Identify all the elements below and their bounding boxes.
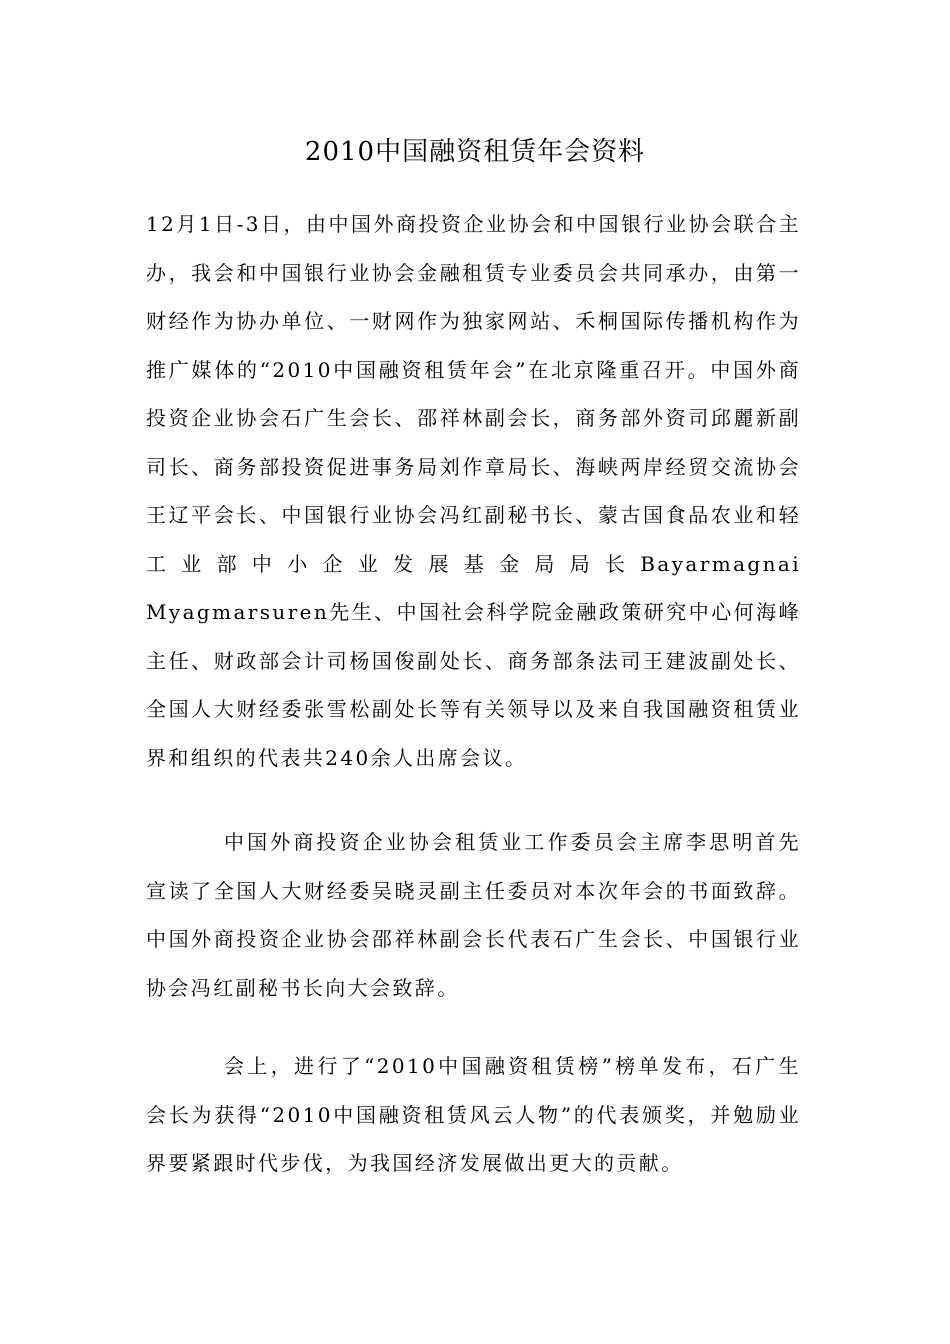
paragraph-2: 中国外商投资企业协会租赁业工作委员会主席李思明首先宣读了全国人大财经委吴晓灵副主任委员对本次年会的书面致辞。中国外商投资企业协会邵祥林副会长代表石广生会长、中国银行业协会冯红副秘书长向大会致辞。	[146, 830, 801, 1000]
paragraph-3: 会上，进行了“2010中国融资租赁榜”榜单发布，石广生会长为获得“2010中国融资租赁风云人物”的代表颁奖，并勉励业界要紧跟时代步伐，为我国经济发展做出更大的贡献。	[146, 1054, 801, 1175]
document-title: 2010中国融资租赁年会资料	[304, 137, 646, 167]
paragraph-1: 12月1日-3日，由中国外商投资企业协会和中国银行业协会联合主办，我会和中国银行业协会金融租赁专业委员会共同承办，由第一财经作为协办单位、一财网作为独家网站、禾桐国际传播机构作为推广媒体的“2010中国融资租赁年会”在北京隆重召开。中国外商投资企业协会石广生会长、邵祥林副会长，商务部外资司邱麗新副司长、商务部投资促进事务局刘作章局长、海峡两岸经贸交流协会王辽平会长、中国银行业协会冯红副秘书长、蒙古国食品农业和轻工业部中小企业发展基金局局长Bayarmagnai Myagmarsuren先生、中国社会科学院金融政策研究中心何海峰主任、财政部会计司杨国俊副处长、商务部条法司王建波副处长、全国人大财经委张雪松副处长等有关领导以及来自我国融资租赁业界和组织的代表共240余人出席会议。	[146, 212, 801, 770]
